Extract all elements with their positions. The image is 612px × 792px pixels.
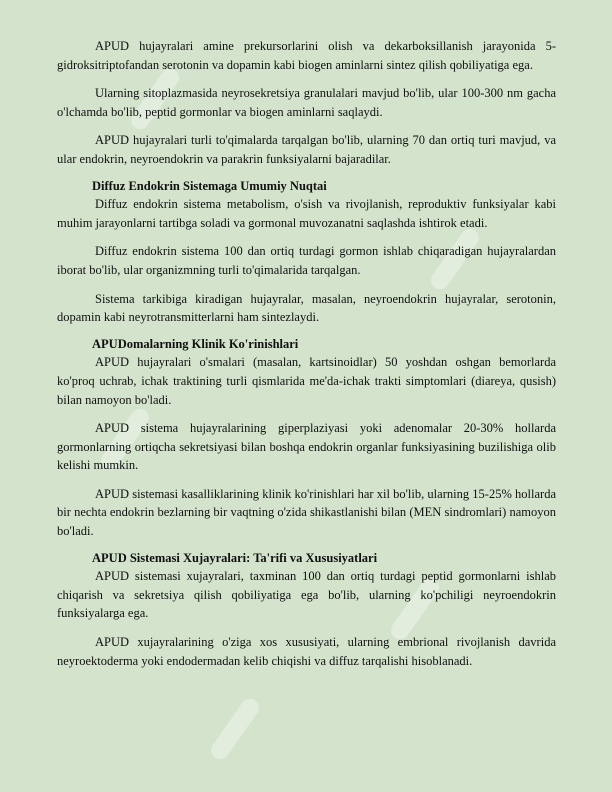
section-heading: APUD Sistemasi Xujayralari: Ta'rifi va Xususiyatlari (92, 550, 378, 565)
document-body (57, 37, 556, 670)
paragraph: Diffuz endokrin sistema metabolism, o'sish va rivojlanish, reproduktiv funksiyalar kabi muhim jarayonlarni tartibga soladi va gormonal muvozanatni saqlashda ishtirok etadi. (57, 197, 556, 230)
paragraph: APUD sistemasi kasalliklarining klinik ko'rinishlari har xil bo'lib, ularning 15-25% hollarda bir nechta endokrin bezlarning bir vaqtning o'zida shikastlanishi bilan (MEN sindromlari) namoyon bo'ladi. (57, 486, 556, 539)
paragraph: APUD hujayralari o'smalari (masalan, kartsinoidlar) 50 yoshdan oshgan bemorlarda ko'proq uchrab, ichak traktining turli qismlarida me'da-ichak trakti simptomlari (diareya, qusish) bilan namoyon bo'ladi. (57, 355, 556, 407)
paragraph: Sistema tarkibiga kiradigan hujayralar, masalan, neyroendokrin hujayralar, serotonin, dopamin kabi neyrotransmitterlarni ham sintezlaydi. (57, 291, 556, 325)
paragraph: APUD hujayralari amine prekursorlarini olish va dekarboksillanish jarayonida 5-gidroksitriptofandan serotonin va dopamin kabi biogen aminlarni sintez qilish qobiliyatiga ega. (57, 39, 556, 72)
paragraph: Diffuz endokrin sistema 100 dan ortiq turdagi gormon ishlab chiqaradigan hujayralardan iborat bo'lib, ular organizmning turli to'qimalarida tarqalgan. (57, 244, 556, 277)
paragraph: APUD sistema hujayralarining giperplaziyasi yoki adenomalar 20-30% hollarda gormonlarning ortiqcha sekretsiyasi bilan boshqa endokrin organlar funksiyasining buzilishiga olib kelishi mumkin. (57, 421, 556, 473)
paragraph: APUD hujayralari turli to'qimalarda tarqalgan bo'lib, ularning 70 dan ortiq turi mavjud, va ular endokrin, neyroendokrin va parakrin funksiyalarni bajaradilar. (57, 133, 556, 166)
section-heading: Diffuz Endokrin Sistemaga Umumiy Nuqtai (92, 178, 327, 193)
section-heading: APUDomalarning Klinik Ko'rinishlari (92, 336, 299, 351)
paragraph: Ularning sitoplazmasida neyrosekretsiya granulalari mavjud bo'lib, ular 100-300 nm gacha o'lchamda bo'lib, peptid gormonlar va biogen aminlarni saqlaydi. (57, 86, 556, 119)
paragraph: APUD xujayralarining o'ziga xos xususiyati, ularning embrional rivojlanish davrida neyroektoderma yoki endodermadan kelib chiqishi va diffuz tarqalishi hisoblanadi. (57, 635, 556, 668)
paragraph: APUD sistemasi xujayralari, taxminan 100 dan ortiq turdagi peptid gormonlarni ishlab chiqarish va sekretsiya qilish qobiliyatiga ega bo'lib, ularning ko'pchiligi neyroendokrin funksiyalarga ega. (57, 569, 556, 621)
